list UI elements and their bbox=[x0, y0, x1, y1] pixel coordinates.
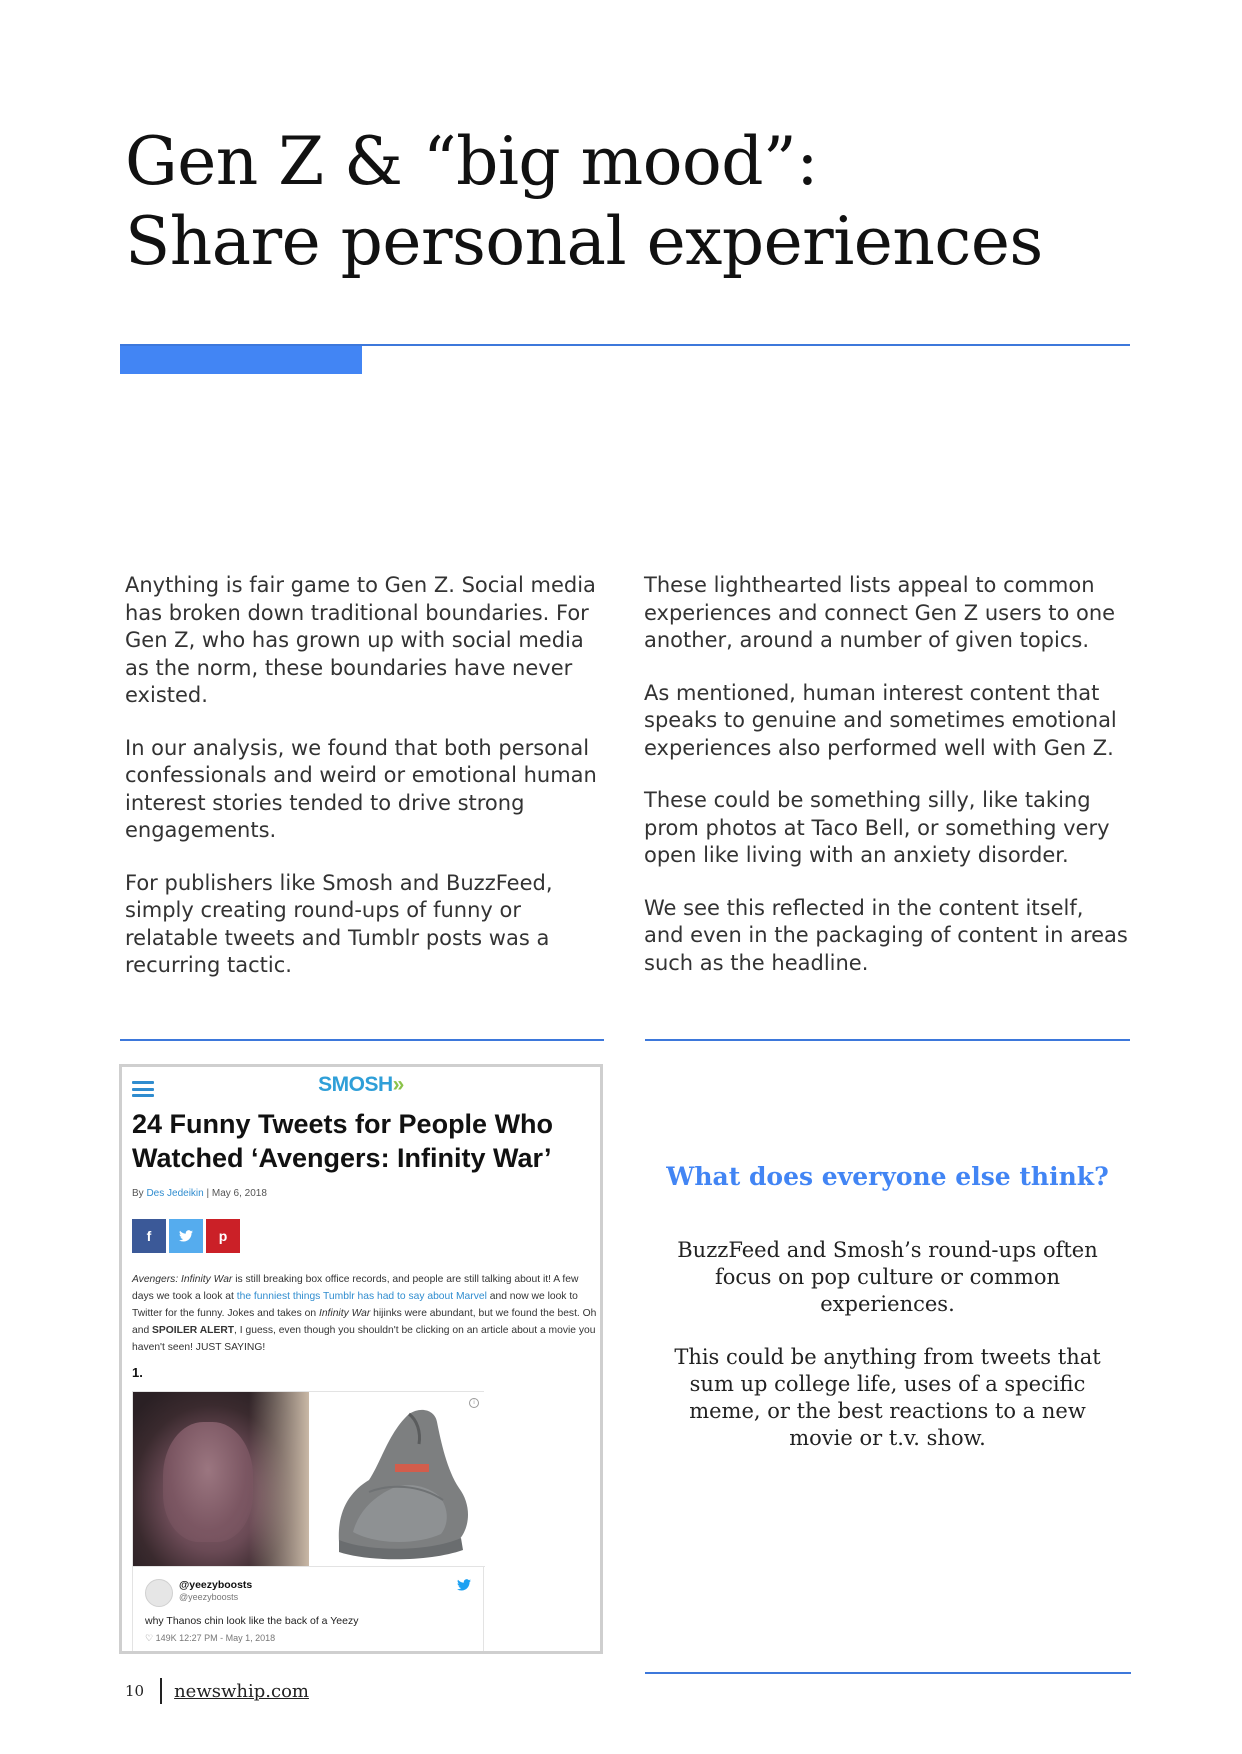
article-date: | May 6, 2018 bbox=[203, 1188, 267, 1199]
tweet-stats: ♡ 149K 12:27 PM - May 1, 2018 bbox=[145, 1633, 276, 1643]
accent-bar bbox=[120, 346, 362, 374]
tweet-footer bbox=[133, 1566, 485, 1654]
callout-paragraph-2: This could be anything from tweets that sum up college life, uses of a specific meme, or the best reactions to a new movie or t.v. show. bbox=[674, 1345, 1101, 1450]
thanos-image bbox=[133, 1392, 309, 1566]
left-paragraph-2: In our analysis, we found that both personal confessionals and weird or emotional human interest stories tended to drive strong engagements. bbox=[125, 735, 597, 842]
article-title: 24 Funny Tweets for People Who Watched ‘Avengers: Infinity War’ bbox=[132, 1109, 554, 1173]
site-link[interactable]: newswhip.com bbox=[174, 1680, 309, 1702]
right-paragraph-4: We see this reflected in the content itself, and even in the packaging of content in areas such as the headline. bbox=[644, 895, 1128, 975]
pinterest-icon: p bbox=[206, 1219, 240, 1253]
sneaker-image bbox=[309, 1392, 485, 1566]
callout-paragraph-1: BuzzFeed and Smosh’s round-ups often focus on pop culture or common experiences. bbox=[677, 1238, 1098, 1316]
left-paragraph-3: For publishers like Smosh and BuzzFeed, simply creating round-ups of funny or relatable tweets and Tumblr posts was a recurring tactic. bbox=[125, 870, 553, 977]
left-column bbox=[125, 572, 610, 1005]
avatar bbox=[145, 1579, 173, 1607]
right-paragraph-1: These lighthearted lists appeal to common experiences and connect Gen Z users to one another, around a number of given topics. bbox=[644, 573, 1116, 652]
tweet-handle: @yeezyboosts bbox=[179, 1592, 239, 1602]
body-end: , I guess, even though you shouldn't be clicking on an article about a movie you haven't seen! JUST SAYING! bbox=[132, 1325, 596, 1353]
article-screenshot bbox=[119, 1064, 603, 1654]
tweet-text: why Thanos chin look like the back of a Yeezy bbox=[145, 1615, 359, 1627]
divider-right bbox=[645, 1039, 1130, 1041]
chevrons-icon: » bbox=[392, 1073, 404, 1096]
twitter-icon bbox=[169, 1219, 203, 1253]
byline-prefix: By bbox=[132, 1188, 147, 1199]
body-intro-italic: Avengers: Infinity War bbox=[132, 1274, 233, 1285]
smosh-logo bbox=[122, 1073, 600, 1097]
divider-left bbox=[120, 1039, 604, 1041]
body-mid-rest: hijinks were abundant, but we found the best. Oh and bbox=[132, 1308, 597, 1336]
embedded-tweet bbox=[132, 1391, 484, 1654]
right-paragraph-2: As mentioned, human interest content that speaks to genuine and sometimes emotional experiences also performed well with Gen Z. bbox=[644, 680, 1117, 760]
body-spoiler: SPOILER ALERT bbox=[152, 1325, 235, 1336]
page-title bbox=[125, 122, 1125, 282]
article-body bbox=[132, 1271, 598, 1356]
page-number: 10 bbox=[125, 1682, 145, 1700]
share-buttons bbox=[132, 1219, 240, 1253]
page-footer bbox=[125, 1678, 309, 1704]
right-paragraph-3: These could be something silly, like taking prom photos at Taco Bell, or something very open like living with an anxiety disorder. bbox=[644, 788, 1110, 867]
facebook-icon: f bbox=[132, 1219, 166, 1253]
info-icon: i bbox=[469, 1398, 479, 1408]
page-title-line-1: Gen Z & “big mood”: bbox=[125, 123, 818, 200]
page-title-line-2: Share personal experiences bbox=[125, 203, 1043, 280]
article-byline bbox=[132, 1188, 267, 1199]
callout-heading: What does everyone else think? bbox=[666, 1162, 1109, 1191]
smosh-logo-text: SMOSH bbox=[318, 1073, 393, 1096]
left-paragraph-1: Anything is fair game to Gen Z. Social media has broken down traditional boundaries. For Gen Z, who has grown up with social media as the norm, these boundaries have never existed. bbox=[125, 573, 596, 707]
body-link: the funniest things Tumblr has had to say about Marvel bbox=[236, 1291, 487, 1302]
tweet-name: @yeezyboosts bbox=[179, 1579, 253, 1591]
footer-separator bbox=[160, 1678, 162, 1704]
body-mid: and now we look to Twitter for the funny. Jokes and takes on bbox=[132, 1291, 578, 1319]
author-link: Des Jedeikin bbox=[146, 1188, 204, 1199]
body-intro: is still breaking box office records, and people are still talking about it! A few days we took a look at bbox=[132, 1274, 579, 1302]
list-item-number: 1. bbox=[132, 1365, 143, 1380]
twitter-bird-icon bbox=[457, 1579, 471, 1591]
body-mid-italic: Infinity War bbox=[318, 1308, 371, 1319]
divider-bottom bbox=[645, 1672, 1131, 1674]
right-column bbox=[644, 572, 1129, 1002]
